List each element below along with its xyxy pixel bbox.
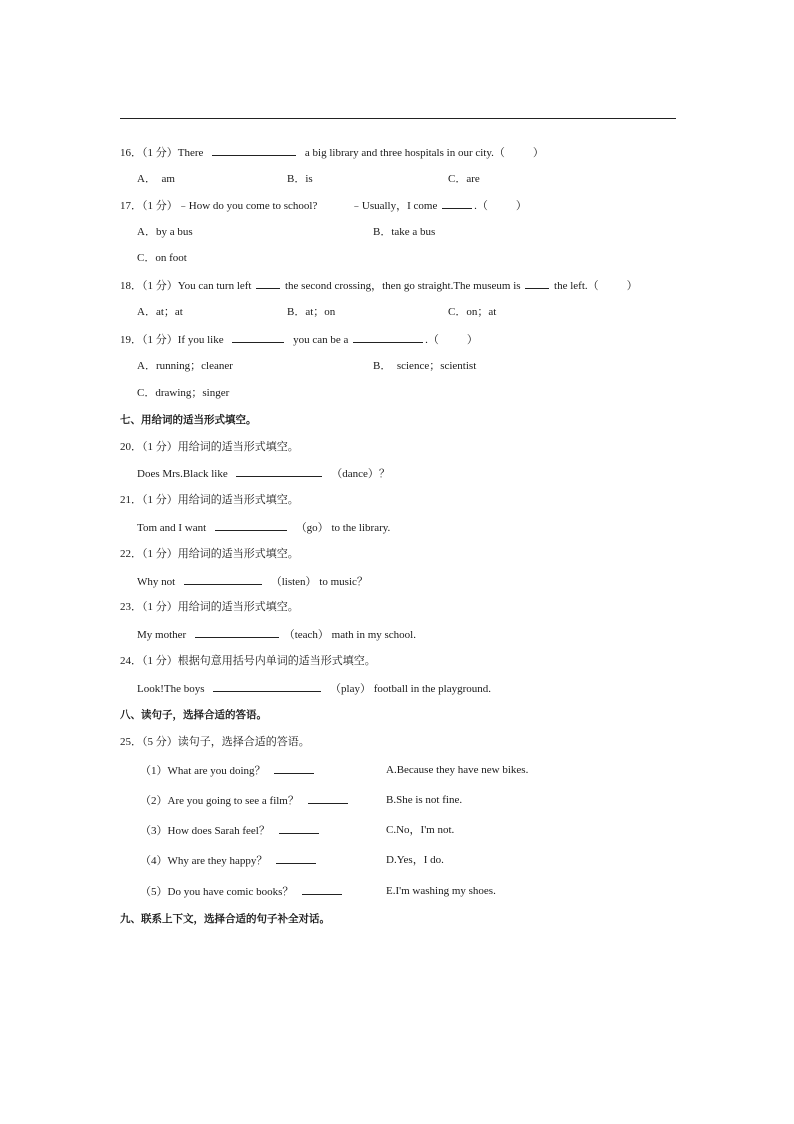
q25-item-5-question: （5）Do you have comic books？ [140,886,294,898]
q17-option-a[interactable]: A．by a bus [137,226,193,238]
q23-pre: My mother [137,629,187,641]
q18-stem-pre: 18．（1 分）You can turn left [120,280,252,292]
q18-blank-1[interactable] [256,278,280,289]
q21-post: to the library. [331,522,391,534]
q18-stem-post: the left.（ [554,280,599,292]
q25-item-3-question: （3）How does Sarah feel？ [140,825,270,837]
q19-option-b[interactable]: B． science；scientist [373,360,477,372]
q20-pre: Does Mrs.Black like [137,468,228,480]
q18-option-b[interactable]: B．at；on [287,306,336,318]
q24-stem: 24．（1 分）根据句意用括号内单词的适当形式填空。 [120,655,376,667]
q25-item-2 [140,793,348,808]
question-16 [120,145,544,160]
q22-blank[interactable] [184,574,262,585]
q25-item-3-blank[interactable] [279,823,319,834]
q18-stem-mid: the second crossing，then go straight.The museum is [284,280,521,292]
question-24-sentence [137,681,491,696]
q17-stem-post: .（ [474,200,488,212]
question-23-sentence [137,627,416,642]
q24-post: football in the playground. [373,683,492,695]
q20-blank[interactable] [236,466,322,477]
q18-blank-2[interactable] [525,278,549,289]
q24-blank[interactable] [213,681,321,692]
q24-hint: （play） [330,683,371,695]
q21-stem: 21．（1 分）用给词的适当形式填空。 [120,494,299,506]
q19-stem-mid: you can be a [293,334,349,346]
q18-option-a[interactable]: A．at；at [137,306,183,318]
q25-answer-d: D.Yes，I do. [386,854,444,866]
q25-item-3 [140,823,319,838]
q22-stem: 22．（1 分）用给词的适当形式填空。 [120,548,299,560]
q17-paren-close: ） [515,200,527,212]
section-7-heading: 七、用给词的适当形式填空。 [120,414,257,426]
q16-option-a[interactable]: A． am [137,173,175,185]
section-9-heading: 九、联系上下文，选择合适的句子补全对话。 [120,913,330,925]
q25-item-5-blank[interactable] [302,884,342,895]
q25-answer-b: B.She is not fine. [386,794,463,806]
q19-stem-pre: 19．（1 分）If you like [120,334,224,346]
q19-option-a[interactable]: A．running；cleaner [137,360,233,372]
header-rule [120,118,676,119]
q21-pre: Tom and I want [137,522,207,534]
q25-item-1-blank[interactable] [274,763,314,774]
q24-pre: Look!The boys [137,683,205,695]
q21-hint: （go） [295,522,329,534]
q16-option-b[interactable]: B．is [287,173,313,185]
q25-answer-c: C.No，I'm not. [386,824,455,836]
q16-stem-post: a big library and three hospitals in our city.（ [304,147,505,159]
question-18 [120,278,638,293]
q18-option-c[interactable]: C．on；at [448,306,497,318]
q19-stem-post: .（ [425,334,439,346]
q19-blank-2[interactable] [353,332,423,343]
q25-item-2-question: （2）Are you going to see a film？ [140,795,299,807]
q25-item-1 [140,763,314,778]
q19-blank-1[interactable] [232,332,284,343]
q22-hint: （listen） [270,576,317,588]
question-20-sentence [137,466,390,481]
q25-answer-a: A.Because they have new bikes. [386,764,529,776]
q19-paren-close: ） [466,334,478,346]
q19-option-c[interactable]: C．drawing；singer [137,387,230,399]
q17-option-b[interactable]: B．take a bus [373,226,436,238]
q17-stem-mid: ﹣Usually，I come [350,200,438,212]
q25-item-1-question: （1）What are you doing？ [140,765,266,777]
q23-hint: （teach） [283,629,329,641]
q25-item-5 [140,884,342,899]
q17-option-c[interactable]: C．on foot [137,252,187,264]
question-19 [120,332,478,347]
q17-stem-pre: 17．（1 分）﹣How do you come to school? [120,200,318,212]
q22-post: to music？ [319,576,368,588]
question-22-sentence [137,574,368,589]
q25-item-4-question: （4）Why are they happy？ [140,855,268,867]
q22-pre: Why not [137,576,176,588]
q25-item-4 [140,853,316,868]
q25-stem: 25．（5 分）读句子，选择合适的答语。 [120,736,310,748]
q18-paren-close: ） [626,280,638,292]
q25-item-4-blank[interactable] [276,853,316,864]
q20-hint: （dance）？ [331,468,390,480]
q20-stem: 20．（1 分）用给词的适当形式填空。 [120,441,299,453]
question-21-sentence [137,520,390,535]
q23-post: math in my school. [331,629,416,641]
q23-stem: 23．（1 分）用给词的适当形式填空。 [120,601,299,613]
q16-paren-close: ） [532,147,544,159]
section-8-heading: 八、读句子，选择合适的答语。 [120,709,267,721]
q17-blank[interactable] [442,198,472,209]
q25-item-2-blank[interactable] [308,793,348,804]
q21-blank[interactable] [215,520,287,531]
q16-blank[interactable] [212,145,296,156]
q16-stem-pre: 16．（1 分）There [120,147,204,159]
q16-option-c[interactable]: C．are [448,173,480,185]
q25-answer-e: E.I'm washing my shoes. [386,885,496,897]
q23-blank[interactable] [195,627,279,638]
question-17 [120,198,527,213]
